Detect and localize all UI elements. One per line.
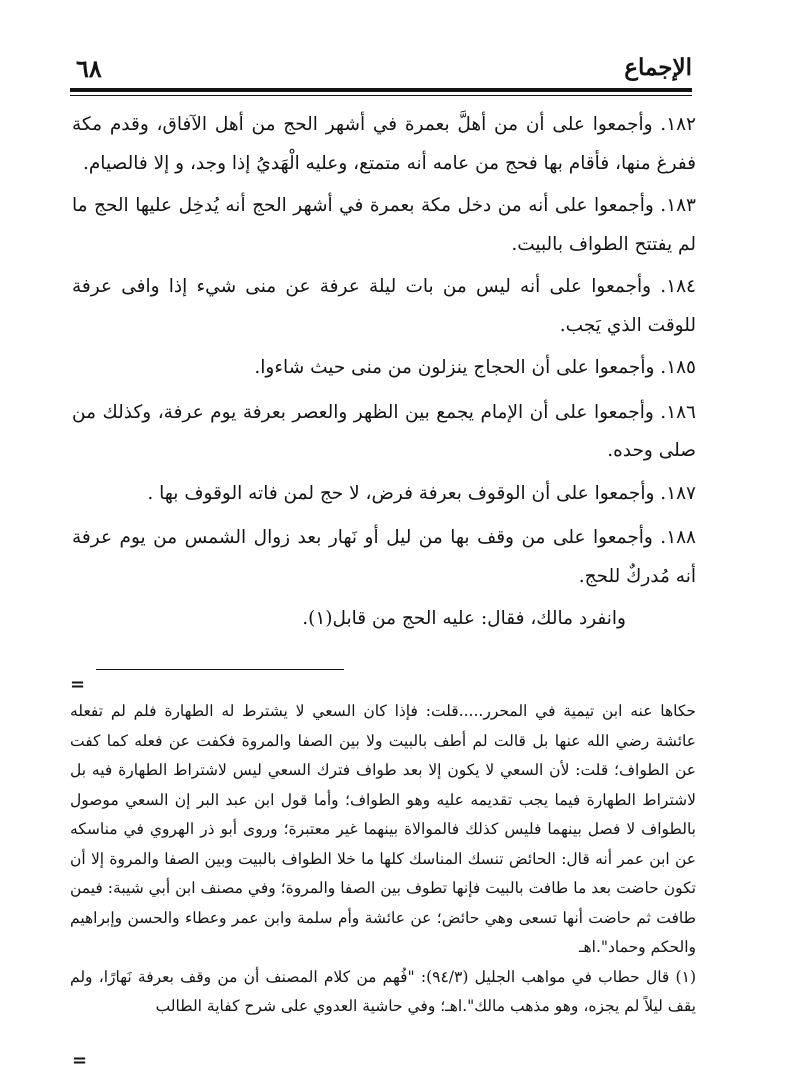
main-text <box>72 106 696 643</box>
header-rule-thin <box>70 95 692 96</box>
footnote-separator <box>96 669 344 670</box>
footnote-continues-marker: = <box>72 1050 88 1071</box>
paragraph-186: ١٨٦. وأجمعوا على أن الإمام يجمع بين الظهر والعصر بعرفة يوم عرفة، وكذلك من صلى وحده. <box>72 401 696 461</box>
paragraph-184: ١٨٤. وأجمعوا على أنه ليس من بات ليلة عرفة عن منى شيء إذا وافى عرفة للوقت الذي يَجب. <box>72 276 696 336</box>
paragraph-183: ١٨٣. وأجمعوا على أنه من دخل مكة بعمرة في أشهر الحج أنه يُدخِل عليها الحج ما لم يفتتح الطواف بالبيت. <box>72 195 696 255</box>
page-header <box>68 54 692 88</box>
paragraph-187: ١٨٧. وأجمعوا على أن الوقوف بعرفة فرض، لا حج لمن فاته الوقوف بها . <box>147 482 696 504</box>
header-rule-thick <box>70 88 692 92</box>
footnote-1: (١) قال حطاب في مواهب الجليل (٩٤/٣): "فُهم من كلام المصنف أن من وقف بعرفة نَهارًا، ولم يقف ليلاً لم يجزه، وهو مذهب مالك".اهـ؛ وفي حاشية العدوي على شرح كفاية الطالب <box>70 967 696 1015</box>
footnote-continuation: حكاها عنه ابن تيمية في المحرر.....قلت: فإذا كان السعي لا يشترط له الطهارة فلم لم تفعله عائشة رضي الله عنها بل قالت لم أطف بالبيت ولا بين الصفا والمروة فكفت عن فعله كما كفت عن الطواف؛ قلت: لأن السعي لا يكون إلا بعد طواف فترك السعي ليس لاشتراط الطهارة فيه بل لاشتراط الطهارة فيما يجب تقديمه عليه وهو الطواف؛ وأما قول ابن عبد البر إن السعي موصول بالطواف لا فصل بينهما فليس كذلك فالموالاة بينهما غير معتبرة؛ وروى أبو ذر الهروي في مناسكه عن ابن عمر أنه قال: الحائض تنسك المناسك كلها ما خلا الطواف بالبيت وبين الصفا والمروة إلا أن تكون حاضت بعد ما طافت بالبيت فإنها تطوف بين الصفا والمروة؛ وفي مصنف ابن أبي شيبة: فيمن طافت ثم حاضت أنها تسعى وهي حائض؛ عن عائشة وأم سلمة وابن عمر وعطاء والحسن وإبراهيم والحكم وحماد".اهـ <box>70 702 696 956</box>
page-number: ٦٨ <box>76 54 102 83</box>
paragraph-185: ١٨٥. وأجمعوا على أن الحجاج ينزلون من منى حيث شاءوا. <box>254 357 696 378</box>
paragraph-182: ١٨٢. وأجمعوا على أن من أهلَّ بعمرة في أشهر الحج من أهل الآفاق، وقدم مكة ففرغ منها، فأقام بها فحج من عامه أنه متمتع، وعليه الْهَديُ إذا وجد، و إلا فالصيام. <box>72 114 696 174</box>
footnote-continuation-marker: = <box>70 674 86 695</box>
footnotes <box>70 697 696 1022</box>
paragraph-malik: وانفرد مالك، فقال: عليه الحج من قابل(١). <box>302 608 626 629</box>
paragraph-188: ١٨٨. وأجمعوا على من وقف بها من ليل أو نَهار بعد زوال الشمس من يوم عرفة أنه مُدركٌ للحج. <box>72 527 696 587</box>
running-title: الإجماع <box>624 54 692 81</box>
